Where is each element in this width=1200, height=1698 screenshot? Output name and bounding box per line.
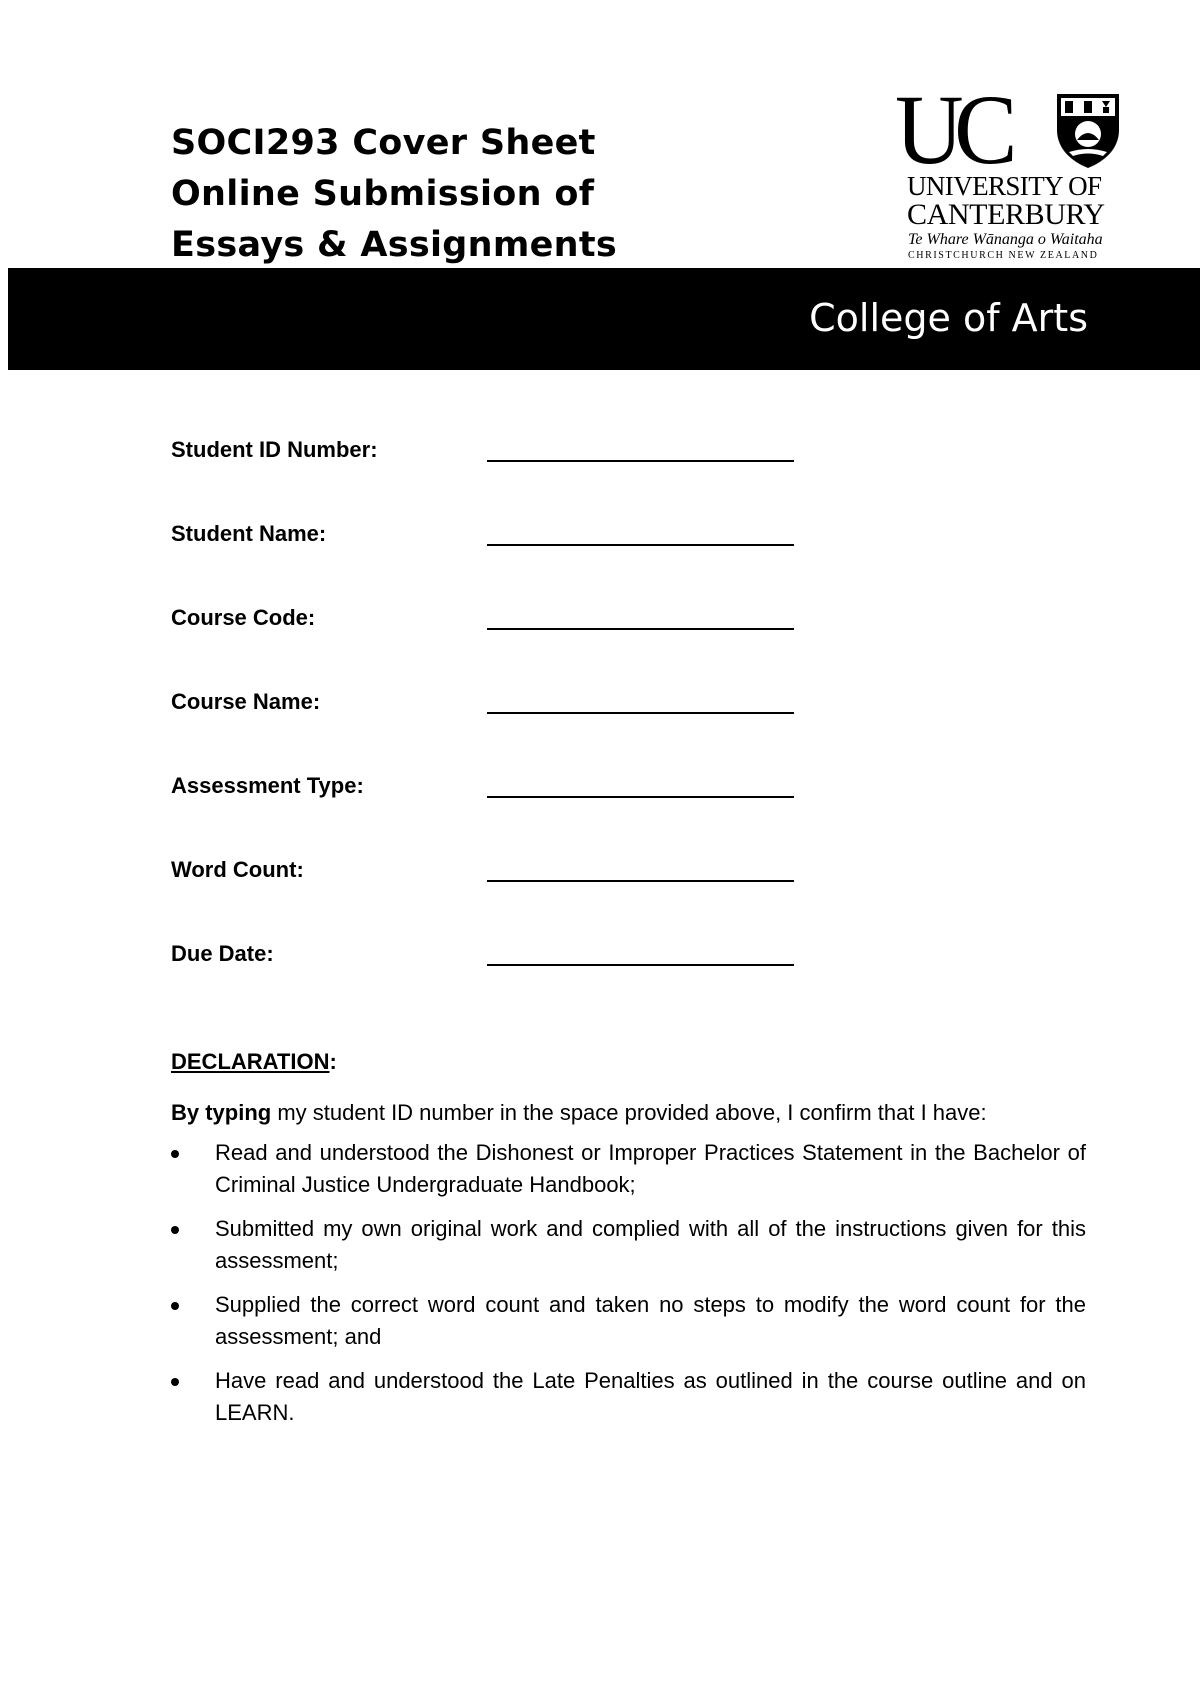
- declaration-list: [171, 1137, 1086, 1429]
- bullet-icon: [171, 1302, 179, 1310]
- title-line-1: SOCI293 Cover Sheet: [171, 123, 596, 163]
- list-item: [171, 1213, 1086, 1277]
- list-item: [171, 1137, 1086, 1201]
- field-label: Assessment Type:: [171, 773, 364, 798]
- course-name-blank[interactable]: [487, 712, 794, 714]
- field-label: Student Name:: [171, 521, 327, 546]
- list-item-text: Have read and understood the Late Penalties as outlined in the course outline and on LEARN.: [215, 1368, 1086, 1425]
- list-item-text: Submitted my own original work and complied with all of the instructions given for this assessment;: [215, 1216, 1086, 1273]
- logo-university-of: UNIVERSITY OF: [907, 171, 1102, 201]
- list-item-text: Supplied the correct word count and taken no steps to modify the word count for the assessment; and: [215, 1292, 1086, 1349]
- declaration-heading-colon: :: [329, 1049, 337, 1074]
- bullet-icon: [171, 1378, 179, 1386]
- list-item: [171, 1289, 1086, 1353]
- student-name-blank[interactable]: [487, 544, 794, 546]
- field-label: Course Name:: [171, 689, 321, 714]
- field-student-id: [171, 432, 871, 516]
- field-due-date: [171, 936, 871, 1020]
- logo-maori-name: Te Whare Wānanga o Waitaha: [908, 231, 1103, 248]
- declaration-heading-text: DECLARATION: [171, 1049, 330, 1074]
- field-label: Student ID Number:: [171, 437, 378, 462]
- list-item: [171, 1365, 1086, 1429]
- university-logo: [895, 74, 1125, 264]
- bullet-icon: [171, 1150, 179, 1158]
- declaration-heading: [171, 1044, 1086, 1080]
- title-line-2: Online Submission of: [171, 174, 595, 214]
- declaration-section: [171, 1044, 1086, 1441]
- college-banner: [8, 268, 1200, 370]
- assessment-type-blank[interactable]: [487, 796, 794, 798]
- declaration-intro-bold: By typing: [171, 1100, 272, 1125]
- title-line-3: Essays & Assignments: [171, 225, 618, 265]
- student-id-blank[interactable]: [487, 460, 794, 462]
- field-course-name: [171, 684, 871, 768]
- word-count-blank[interactable]: [487, 880, 794, 882]
- field-word-count: [171, 852, 871, 936]
- page-title: [171, 118, 791, 271]
- logo-canterbury: CANTERBURY: [907, 198, 1105, 231]
- declaration-intro: [171, 1096, 1086, 1129]
- field-label: Due Date:: [171, 941, 274, 966]
- list-item-text: Read and understood the Dishonest or Improper Practices Statement in the Bachelor of Criminal Justice Undergraduate Handbook;: [215, 1140, 1086, 1197]
- field-label: Course Code:: [171, 605, 316, 630]
- bullet-icon: [171, 1226, 179, 1234]
- course-code-blank[interactable]: [487, 628, 794, 630]
- field-course-code: [171, 600, 871, 684]
- field-student-name: [171, 516, 871, 600]
- logo-mark: UC: [895, 74, 1008, 185]
- banner-text: College of Arts: [809, 296, 1088, 340]
- declaration-intro-text: my student ID number in the space provided above, I confirm that I have:: [271, 1100, 987, 1125]
- university-crest-icon: [1053, 90, 1123, 170]
- field-assessment-type: [171, 768, 871, 852]
- logo-city: CHRISTCHURCH NEW ZEALAND: [908, 250, 1099, 261]
- field-label: Word Count:: [171, 857, 304, 882]
- cover-form: [171, 432, 871, 1020]
- due-date-blank[interactable]: [487, 964, 794, 966]
